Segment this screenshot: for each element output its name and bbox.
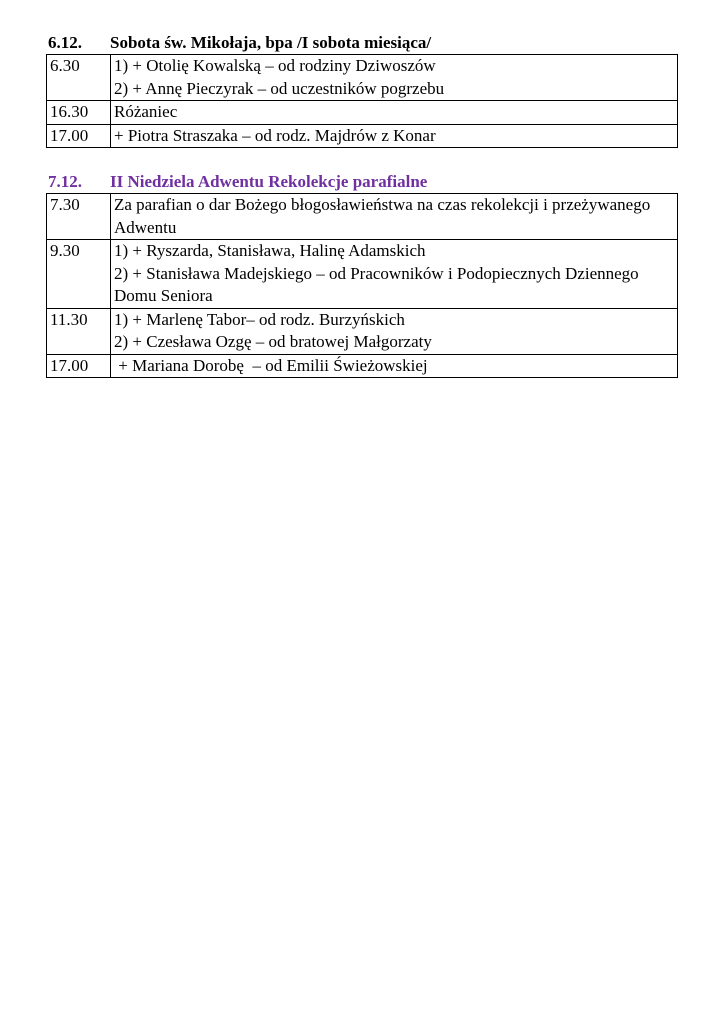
table-row [47, 354, 678, 378]
mass-intentions [111, 124, 678, 148]
intention-line: Za parafian o dar Bożego błogosławieństwa na czas rekolekcji i przeżywanego Adwentu [114, 195, 651, 237]
intention-line: 1) + Otolię Kowalską – od rodziny Dziwoszów [114, 56, 436, 75]
day-heading [46, 171, 678, 193]
intention-line: 1) + Ryszarda, Stanisława, Halinę Adamskich [114, 241, 426, 260]
mass-intentions [111, 354, 678, 378]
mass-intentions [111, 194, 678, 240]
day-heading [46, 32, 678, 54]
mass-intentions [111, 240, 678, 309]
mass-intentions [111, 55, 678, 101]
table-row [47, 101, 678, 125]
table-row [47, 194, 678, 240]
day-title: II Niedziela Adwentu Rekolekcje parafialne [110, 172, 428, 191]
mass-time: 11.30 [47, 308, 111, 354]
mass-time: 17.00 [47, 354, 111, 378]
day-section-7-12 [46, 171, 678, 378]
table-row [47, 124, 678, 148]
mass-time: 16.30 [47, 101, 111, 125]
day-date: 6.12. [48, 33, 82, 52]
day-date: 7.12. [48, 172, 82, 191]
mass-schedule-table [46, 54, 678, 148]
day-section-6-12 [46, 32, 678, 148]
intention-line: 2) + Stanisława Madejskiego – od Pracowników i Podopiecznych Dziennego Domu Seniora [114, 263, 639, 305]
mass-time: 17.00 [47, 124, 111, 148]
mass-time: 9.30 [47, 240, 111, 309]
mass-intentions [111, 308, 678, 354]
mass-intentions [111, 101, 678, 125]
day-title: Sobota św. Mikołaja, bpa /I sobota miesiąca/ [110, 33, 432, 52]
intention-line: Różaniec [114, 102, 178, 121]
intention-line: + Mariana Dorobę – od Emilii Świeżowskiej [114, 355, 428, 375]
intention-line: + Piotra Straszaka – od rodz. Majdrów z Konar [114, 125, 436, 145]
intention-line: 2) + Czesława Ozgę – od bratowej Małgorzaty [114, 332, 432, 351]
intention-line: 1) + Marlenę Tabor– od rodz. Burzyńskich [114, 309, 405, 329]
mass-time: 7.30 [47, 194, 111, 240]
table-row [47, 308, 678, 354]
table-row [47, 240, 678, 309]
mass-schedule-table [46, 193, 678, 378]
intention-line: 2) + Annę Pieczyrak – od uczestników pogrzebu [114, 78, 445, 98]
mass-time: 6.30 [47, 55, 111, 101]
table-row [47, 55, 678, 101]
